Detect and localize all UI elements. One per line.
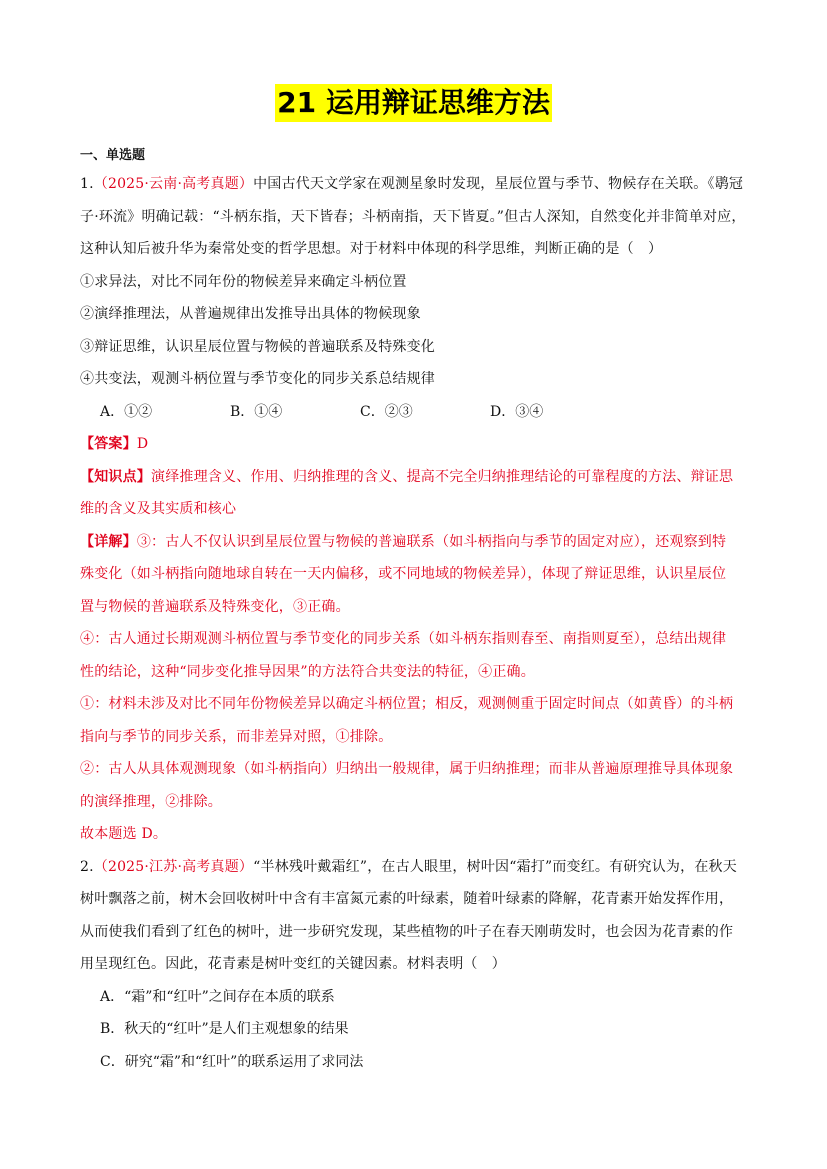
q1-source: （2025·云南·高考真题） [93, 176, 254, 192]
q1-detail-line-6: ①：材料未涉及对比不同年份物候差异以确定斗柄位置；相反，观测侧重于固定时间点（如黄昏）的斗柄 [80, 696, 734, 712]
q1-option-b: B．①④ [230, 403, 283, 420]
q1-knowledge-line-2: 维的含义及其实质和核心 [80, 501, 237, 517]
answer-value: D [136, 436, 149, 452]
q1-detail-line-9: 的演绎推理，②排除。 [80, 793, 222, 810]
q2-number: 2. [80, 858, 94, 875]
knowledge-label: 【知识点】 [80, 468, 151, 485]
q2-stem-text-1: “半林残叶戴霜红”，在古人眼里，树叶因“霜打”而变红。有研究认为，在秋天 [253, 858, 737, 875]
q2-source: （2025·江苏·高考真题） [93, 858, 254, 875]
q1-item-3: ③辩证思维，认识星辰位置与物候的普遍联系及特殊变化 [80, 338, 435, 355]
q1-detail-line-8: ②：古人从具体观测现象（如斗柄指向）归纳出一般规律，属于归纳推理；而非从普遍原理推导具体现象 [80, 761, 734, 777]
q1-detail-line-7: 指向与季节的同步关系，而非差异对照，①排除。 [80, 728, 393, 745]
q1-option-a: A．①② [100, 403, 153, 420]
q1-number: 1. [80, 176, 94, 192]
title-wrap [0, 84, 827, 122]
q2-option-a: A．“霜”和“红叶”之间存在本质的联系 [100, 988, 335, 1005]
q1-option-c: C．②③ [360, 403, 413, 420]
knowledge-text-1: 演绎推理含义、作用、归纳推理的含义、提高不完全归纳推理结论的可靠程度的方法、辩证思 [151, 468, 734, 485]
detail-label: 【详解】 [80, 533, 137, 550]
q1-knowledge-line-1 [80, 461, 750, 494]
q1-detail-line-4: ④：古人通过长期观测斗柄位置与季节变化的同步关系（如斗柄东指则春至、南指则夏至），总结出规律 [80, 631, 727, 647]
q2-stem-line-4: 用呈现红色。因此，花青素是树叶变红的关键因素。材料表明（ ） [80, 956, 506, 972]
q1-stem-line-2: 子·环流》明确记载：“斗柄东指，天下皆春；斗柄南指，天下皆夏。”但古人深知，自然变化并非简单对应， [80, 208, 746, 225]
q1-item-4: ④共变法，观测斗柄位置与季节变化的同步关系总结规律 [80, 371, 435, 387]
q2-option-b: B．秋天的“红叶”是人们主观想象的结果 [100, 1021, 349, 1037]
q1-stem-line-3: 这种认知后被升华为秦常处变的哲学思想。对于材料中体现的科学思维，判断正确的是（ ） [80, 241, 663, 257]
q2-stem-line-2: 树叶飘落之前，树木会回收树叶中含有丰富氮元素的叶绿素，随着叶绿素的降解，花青素开始发挥作用， [80, 891, 734, 907]
q1-item-1: ①求异法，对比不同年份的物候差异来确定斗柄位置 [80, 273, 407, 290]
content [80, 146, 750, 1078]
q1-conclusion: 故本题选 D。 [80, 826, 168, 842]
section-heading: 一、单选题 [80, 148, 146, 163]
q1-item-2: ②演绎推理法，从普遍规律出发推导出具体的物候现象 [80, 306, 421, 322]
q1-detail-line-5: 性的结论，这种“同步变化推导因果”的方法符合共变法的特征，④正确。 [80, 663, 535, 680]
q2-stem-line-1 [80, 851, 750, 884]
q1-answer [80, 428, 750, 461]
q2-stem-line-3: 从而使我们看到了红色的树叶，进一步研究发现，某些植物的叶子在春天刚萌发时，也会因为花青素的作 [80, 923, 734, 940]
q1-detail-line-3: 置与物候的普遍联系及特殊变化，③正确。 [80, 598, 350, 615]
q1-stem-text-1: 中国古代天文学家在观测星象时发现，星辰位置与季节、物候存在关联。《鹖冠 [253, 176, 744, 192]
page-title: 21 运用辩证思维方法 [275, 84, 552, 122]
detail-text-1: ③：古人不仅认识到星辰位置与物候的普遍联系（如斗柄指向与季节的固定对应），还观察到特 [136, 533, 727, 550]
q2-option-c: C．研究“霜”和“红叶”的联系运用了求同法 [100, 1053, 364, 1070]
q1-options [80, 396, 750, 429]
q1-detail-line-2: 殊变化（如斗柄指向随地球自转在一天内偏移，或不同地域的物候差异），体现了辩证思维，认识星辰位 [80, 566, 727, 582]
answer-label: 【答案】 [80, 436, 137, 452]
q1-stem-line-1 [80, 168, 750, 201]
q1-option-d: D．③④ [490, 403, 544, 420]
q1-detail-line-1 [80, 526, 750, 559]
